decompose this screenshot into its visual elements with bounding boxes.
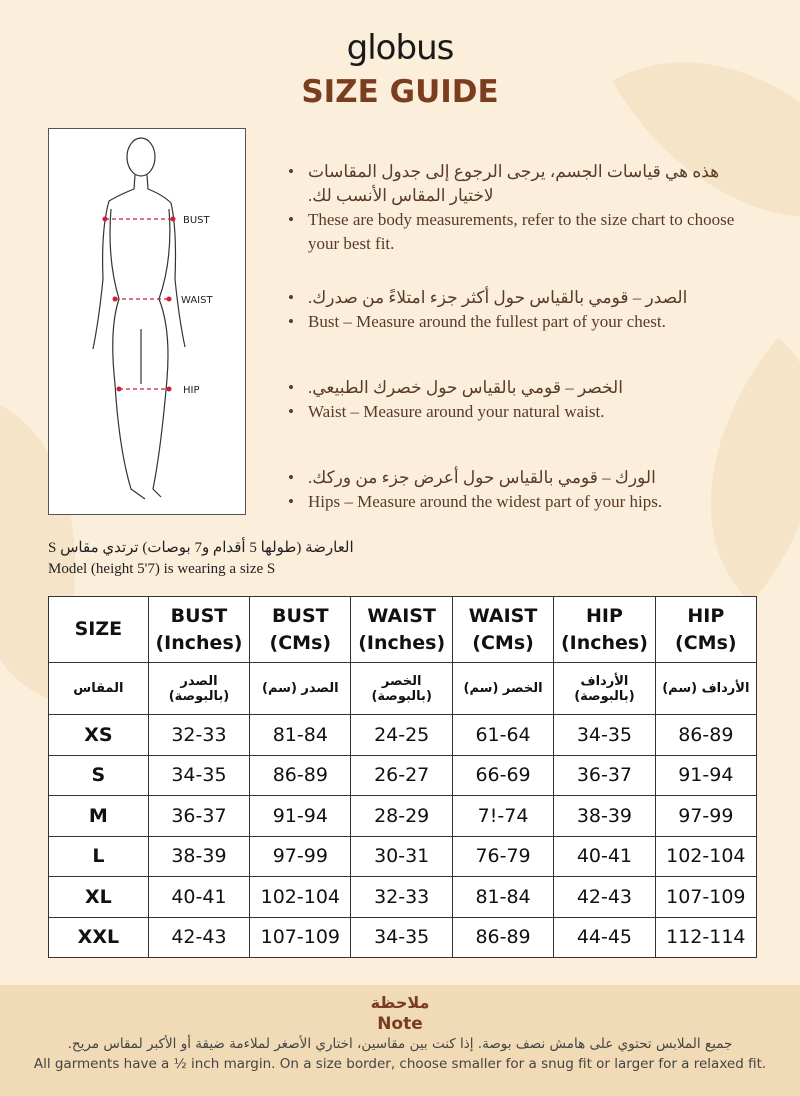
measurement-cell: 26-27 (351, 755, 452, 796)
size-cell: XL (49, 877, 149, 918)
measurement-cell: 7!-74 (452, 796, 553, 837)
measurement-cell: 97-99 (655, 796, 756, 837)
note-text-en: All garments have a ½ inch margin. On a size border, choose smaller for a snug fit or larger for a relaxed fit. (33, 1056, 767, 1072)
hip-label: HIP (183, 385, 200, 396)
size-cell: XS (49, 715, 149, 756)
measurement-cell: 34-35 (554, 715, 655, 756)
instruction-group: • الخصر – قومي بالقياس حول خصرك الطبيعي. • Waist – Measure around your natural waist. (288, 376, 758, 424)
waist-label: WAIST (181, 295, 213, 306)
measurement-cell: 34-35 (351, 917, 452, 958)
measurement-cell: 42-43 (554, 877, 655, 918)
measurement-cell: 97-99 (250, 836, 351, 877)
column-header-ar: الصدر (سم) (250, 663, 351, 715)
column-header (250, 597, 351, 663)
size-cell: L (49, 836, 149, 877)
column-header-line: HIP (687, 604, 725, 627)
column-header (452, 597, 553, 663)
measurement-cell: 76-79 (452, 836, 553, 877)
column-header-line: (CMs) (472, 631, 534, 654)
measurement-cell: 112-114 (655, 917, 756, 958)
size-chart-table (48, 596, 757, 958)
measurement-cell: 61-64 (452, 715, 553, 756)
instruction-ar: الصدر – قومي بالقياس حول أكثر جزء امتلاءً من صدرك. (308, 288, 688, 307)
note-text-ar: جميع الملابس تحتوي على هامش نصف بوصة. إذا كنت بين مقاسين، اختاري الأصغر لملاءمة ضيقة أو الأكبر لمقاس مريح. (67, 1036, 733, 1052)
instruction-en: Waist – Measure around your natural waist. (308, 402, 605, 421)
size-cell: S (49, 755, 149, 796)
instruction-group: • الورك – قومي بالقياس حول أعرض جزء من وركك. • Hips – Measure around the widest part of your hips. (288, 466, 758, 514)
column-header (655, 597, 756, 663)
table-row (49, 755, 757, 796)
instruction-en: Hips – Measure around the widest part of your hips. (308, 492, 663, 511)
column-header-ar: الأرداف (بالبوصة) (554, 663, 655, 715)
column-header (351, 597, 452, 663)
column-header-line: HIP (585, 604, 623, 627)
column-header-ar: الخصر (سم) (452, 663, 553, 715)
note-title-ar: ملاحظة (370, 993, 430, 1012)
model-info-en: Model (height 5'7) is wearing a size S (48, 561, 276, 577)
body-measurement-figure (48, 128, 246, 515)
instruction-en: These are body measurements, refer to the size chart to choose your best fit. (308, 210, 735, 253)
column-header-line: BUST (170, 604, 228, 627)
measurement-cell: 40-41 (148, 877, 249, 918)
measurement-cell: 32-33 (351, 877, 452, 918)
model-info (48, 538, 354, 580)
measurement-cell: 36-37 (148, 796, 249, 837)
brand-logo: globus (346, 28, 454, 68)
measurement-cell: 107-109 (250, 917, 351, 958)
column-header (554, 597, 655, 663)
instruction-ar: هذه هي قياسات الجسم، يرجى الرجوع إلى جدول المقاسات لاختيار المقاس الأنسب لك. (308, 162, 720, 205)
bust-label: BUST (183, 215, 210, 226)
measurement-cell: 102-104 (250, 877, 351, 918)
table-row (49, 836, 757, 877)
instruction-ar: الخصر – قومي بالقياس حول خصرك الطبيعي. (308, 378, 623, 397)
measurement-cell: 86-89 (452, 917, 553, 958)
measurement-cell: 28-29 (351, 796, 452, 837)
measurement-cell: 66-69 (452, 755, 553, 796)
column-header-ar: المقاس (49, 663, 149, 715)
instruction-group: • الصدر – قومي بالقياس حول أكثر جزء امتلاءً من صدرك. • Bust – Measure around the fullest part of your chest. (288, 286, 758, 334)
column-header-line: (Inches) (560, 631, 648, 654)
note-section (0, 985, 800, 1096)
measurement-cell: 38-39 (554, 796, 655, 837)
table-row (49, 796, 757, 837)
table-row (49, 877, 757, 918)
column-header-line: BUST (272, 604, 329, 627)
measurement-cell: 36-37 (554, 755, 655, 796)
instruction-en: Bust – Measure around the fullest part of your chest. (308, 312, 666, 331)
measurement-cell: 42-43 (148, 917, 249, 958)
measurement-cell: 32-33 (148, 715, 249, 756)
measurement-cell: 30-31 (351, 836, 452, 877)
column-header-ar: الخصر (بالبوصة) (351, 663, 452, 715)
table-row (49, 715, 757, 756)
measurement-cell: 24-25 (351, 715, 452, 756)
measurement-cell: 91-94 (250, 796, 351, 837)
measurement-cell: 91-94 (655, 755, 756, 796)
column-header-line: (Inches) (155, 631, 243, 654)
page-title: SIZE GUIDE (301, 74, 499, 110)
column-header-line: (CMs) (269, 631, 332, 654)
measurement-cell: 102-104 (655, 836, 756, 877)
column-header-ar: الصدر (بالبوصة) (148, 663, 249, 715)
body-outline-illustration (49, 129, 247, 516)
model-info-ar: العارضة (طولها 5 أقدام و7 بوصات) ترتدي مقاس S (48, 540, 354, 556)
measurement-cell: 38-39 (148, 836, 249, 877)
table-row (49, 917, 757, 958)
measurement-instructions (288, 160, 758, 542)
size-cell: XXL (49, 917, 149, 958)
measurement-cell: 34-35 (148, 755, 249, 796)
column-header (49, 597, 149, 663)
measurement-cell: 44-45 (554, 917, 655, 958)
column-header-line: WAIST (468, 604, 538, 627)
column-header-line: SIZE (74, 618, 123, 640)
size-cell: M (49, 796, 149, 837)
column-header (148, 597, 249, 663)
note-title-en: Note (377, 1014, 423, 1034)
column-header-line: (Inches) (358, 631, 446, 654)
measurement-cell: 86-89 (250, 755, 351, 796)
measurement-cell: 81-84 (250, 715, 351, 756)
measurement-cell: 107-109 (655, 877, 756, 918)
instruction-ar: الورك – قومي بالقياس حول أعرض جزء من وركك. (308, 468, 656, 487)
measurement-cell: 40-41 (554, 836, 655, 877)
measurement-cell: 81-84 (452, 877, 553, 918)
instruction-group: • هذه هي قياسات الجسم، يرجى الرجوع إلى جدول المقاسات لاختيار المقاس الأنسب لك. • These are body measurements, refer to the size chart to choose your best fit. (288, 160, 758, 256)
measurement-cell: 86-89 (655, 715, 756, 756)
column-header-line: (CMs) (675, 631, 737, 654)
column-header-ar: الأرداف (سم) (655, 663, 756, 715)
column-header-line: WAIST (367, 604, 436, 627)
